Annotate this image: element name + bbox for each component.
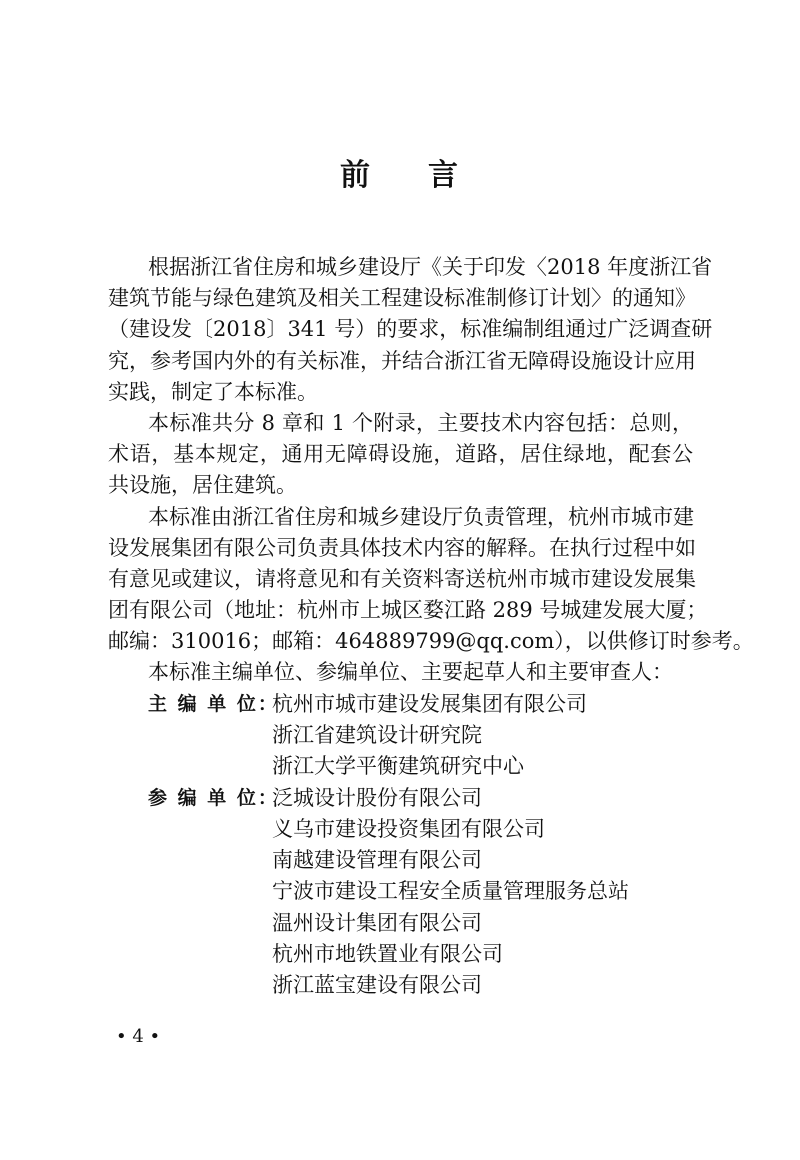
unit-name: 浙江大学平衡建筑研究中心 bbox=[272, 754, 524, 779]
unit-name: 浙江省建筑设计研究院 bbox=[272, 722, 482, 747]
unit-label: 主 编 单 位： bbox=[148, 692, 279, 715]
paragraph-line: 本标准主编单位、参编单位、主要起草人和主要审查人： bbox=[148, 660, 673, 685]
title-char: 言 bbox=[428, 158, 460, 193]
unit-row bbox=[108, 814, 693, 845]
unit-row bbox=[108, 689, 693, 720]
unit-name: 南越建设管理有限公司 bbox=[272, 848, 482, 873]
paragraph-line: 团有限公司（地址：杭州市上城区婺江路 289 号城建发展大厦； bbox=[108, 598, 708, 623]
unit-label: 参 编 单 位： bbox=[148, 786, 279, 809]
paragraph-line: （建设发〔2018〕341 号）的要求，标准编制组通过广泛调查研 bbox=[108, 317, 713, 342]
unit-name: 杭州市地铁置业有限公司 bbox=[272, 942, 503, 966]
unit-row bbox=[108, 876, 693, 907]
unit-name: 泛城设计股份有限公司 bbox=[272, 785, 482, 810]
paragraph-line: 本标准由浙江省住房和城乡建设厅负责管理，杭州市城市建 bbox=[148, 504, 694, 529]
unit-row bbox=[108, 720, 693, 751]
unit-name: 温州设计集团有限公司 bbox=[272, 910, 482, 935]
unit-row bbox=[108, 939, 693, 970]
unit-row bbox=[108, 970, 693, 1001]
unit-row bbox=[108, 751, 693, 782]
unit-row bbox=[108, 845, 693, 876]
paragraph-line: 邮编：310016；邮箱：464889799@qq.com），以供修订时参考。 bbox=[108, 629, 754, 654]
paragraph-line: 共设施，居住建筑。 bbox=[108, 473, 297, 498]
page-number: • 4 • bbox=[116, 1026, 161, 1047]
unit-name: 浙江蓝宝建设有限公司 bbox=[272, 973, 482, 998]
unit-row bbox=[108, 783, 693, 814]
paragraph-line: 有意见或建议，请将意见和有关资料寄送杭州市城市建设发展集 bbox=[108, 566, 696, 591]
unit-name: 宁波市建设工程安全质量管理服务总站 bbox=[272, 879, 629, 904]
paragraph-line: 本标准共分 8 章和 1 个附录，主要技术内容包括：总则， bbox=[148, 410, 693, 435]
title-char: 前 bbox=[340, 158, 372, 193]
paragraph-line: 术语，基本规定，通用无障碍设施，道路，居住绿地，配套公 bbox=[108, 442, 693, 467]
paragraph-line: 根据浙江省住房和城乡建设厅《关于印发〈2018 年度浙江省 bbox=[148, 255, 713, 279]
paragraph-line: 设发展集团有限公司负责具体技术内容的解释。在执行过程中如 bbox=[108, 535, 696, 560]
page-title bbox=[0, 150, 800, 194]
paragraph-line: 建筑节能与绿色建筑及相关工程建设标准制修订计划〉的通知》 bbox=[108, 286, 696, 311]
paragraph-line: 究，参考国内外的有关标准，并结合浙江省无障碍设施设计应用 bbox=[108, 348, 696, 373]
paragraph-line: 实践，制定了本标准。 bbox=[108, 379, 318, 404]
unit-name: 义乌市建设投资集团有限公司 bbox=[272, 816, 545, 841]
unit-row bbox=[108, 908, 693, 939]
unit-name: 杭州市城市建设发展集团有限公司 bbox=[272, 691, 587, 716]
preface-body bbox=[108, 252, 754, 1002]
